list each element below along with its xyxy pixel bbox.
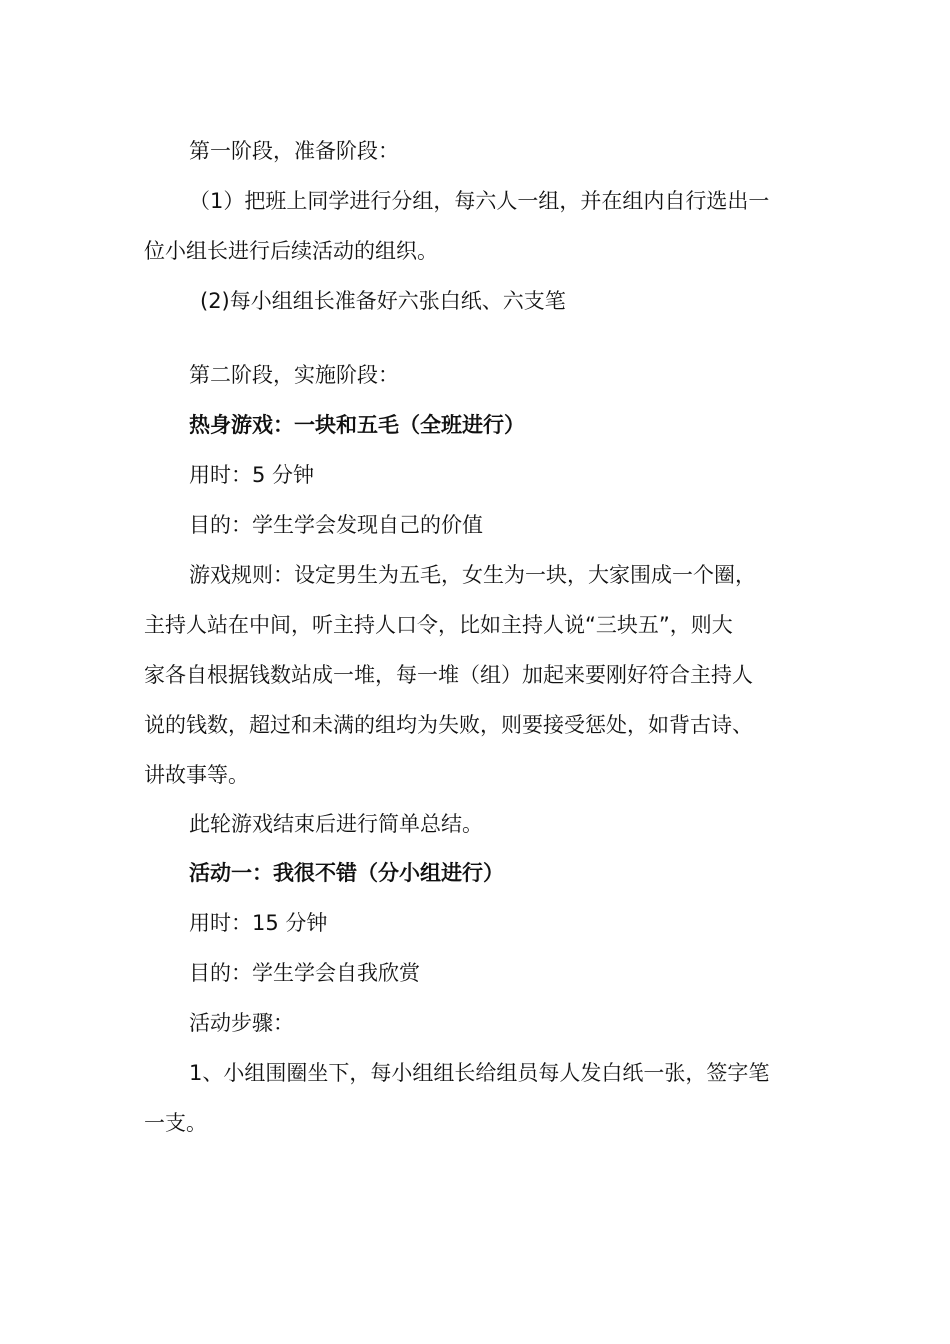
warmup-rules-line1: 游戏规则：设定男生为五毛，女生为一块，大家围成一个圈， [189,563,756,587]
warmup-time: 用时：5 分钟 [189,463,315,487]
warmup-rules-line3: 家各自根据钱数站成一堆，每一堆（组）加起来要刚好符合主持人 [144,663,753,687]
warmup-purpose: 目的：学生学会发现自己的价值 [189,513,483,537]
activity1-step1-line1: 1、小组围圈坐下，每小组组长给组员每人发白纸一张，签字笔 [189,1061,770,1085]
stage1-item2: (2)每小组组长准备好六张白纸、六支笔 [200,289,566,313]
stage1-item1-line1: （1）把班上同学进行分组，每六人一组，并在组内自行选出一 [189,189,770,213]
activity1-time: 用时：15 分钟 [189,911,328,935]
stage1-heading: 第一阶段，准备阶段： [189,139,399,163]
warmup-rules-line2: 主持人站在中间，听主持人口令，比如主持人说“三块五”，则大 [144,613,733,637]
activity1-title: 活动一：我很不错（分小组进行） [189,861,504,885]
warmup-rules-line4: 说的钱数，超过和未满的组均为失败，则要接受惩处，如背古诗、 [144,713,753,737]
stage1-item1-line2: 位小组长进行后续活动的组织。 [144,239,438,263]
warmup-rules-line5: 讲故事等。 [144,763,249,787]
activity1-step1-line2: 一支。 [144,1111,207,1135]
warmup-title: 热身游戏：一块和五毛（全班进行） [189,413,525,437]
activity1-purpose: 目的：学生学会自我欣赏 [189,961,420,985]
stage2-heading: 第二阶段，实施阶段： [189,363,399,387]
warmup-summary: 此轮游戏结束后进行简单总结。 [189,812,483,836]
activity1-steps-label: 活动步骤： [189,1011,294,1035]
